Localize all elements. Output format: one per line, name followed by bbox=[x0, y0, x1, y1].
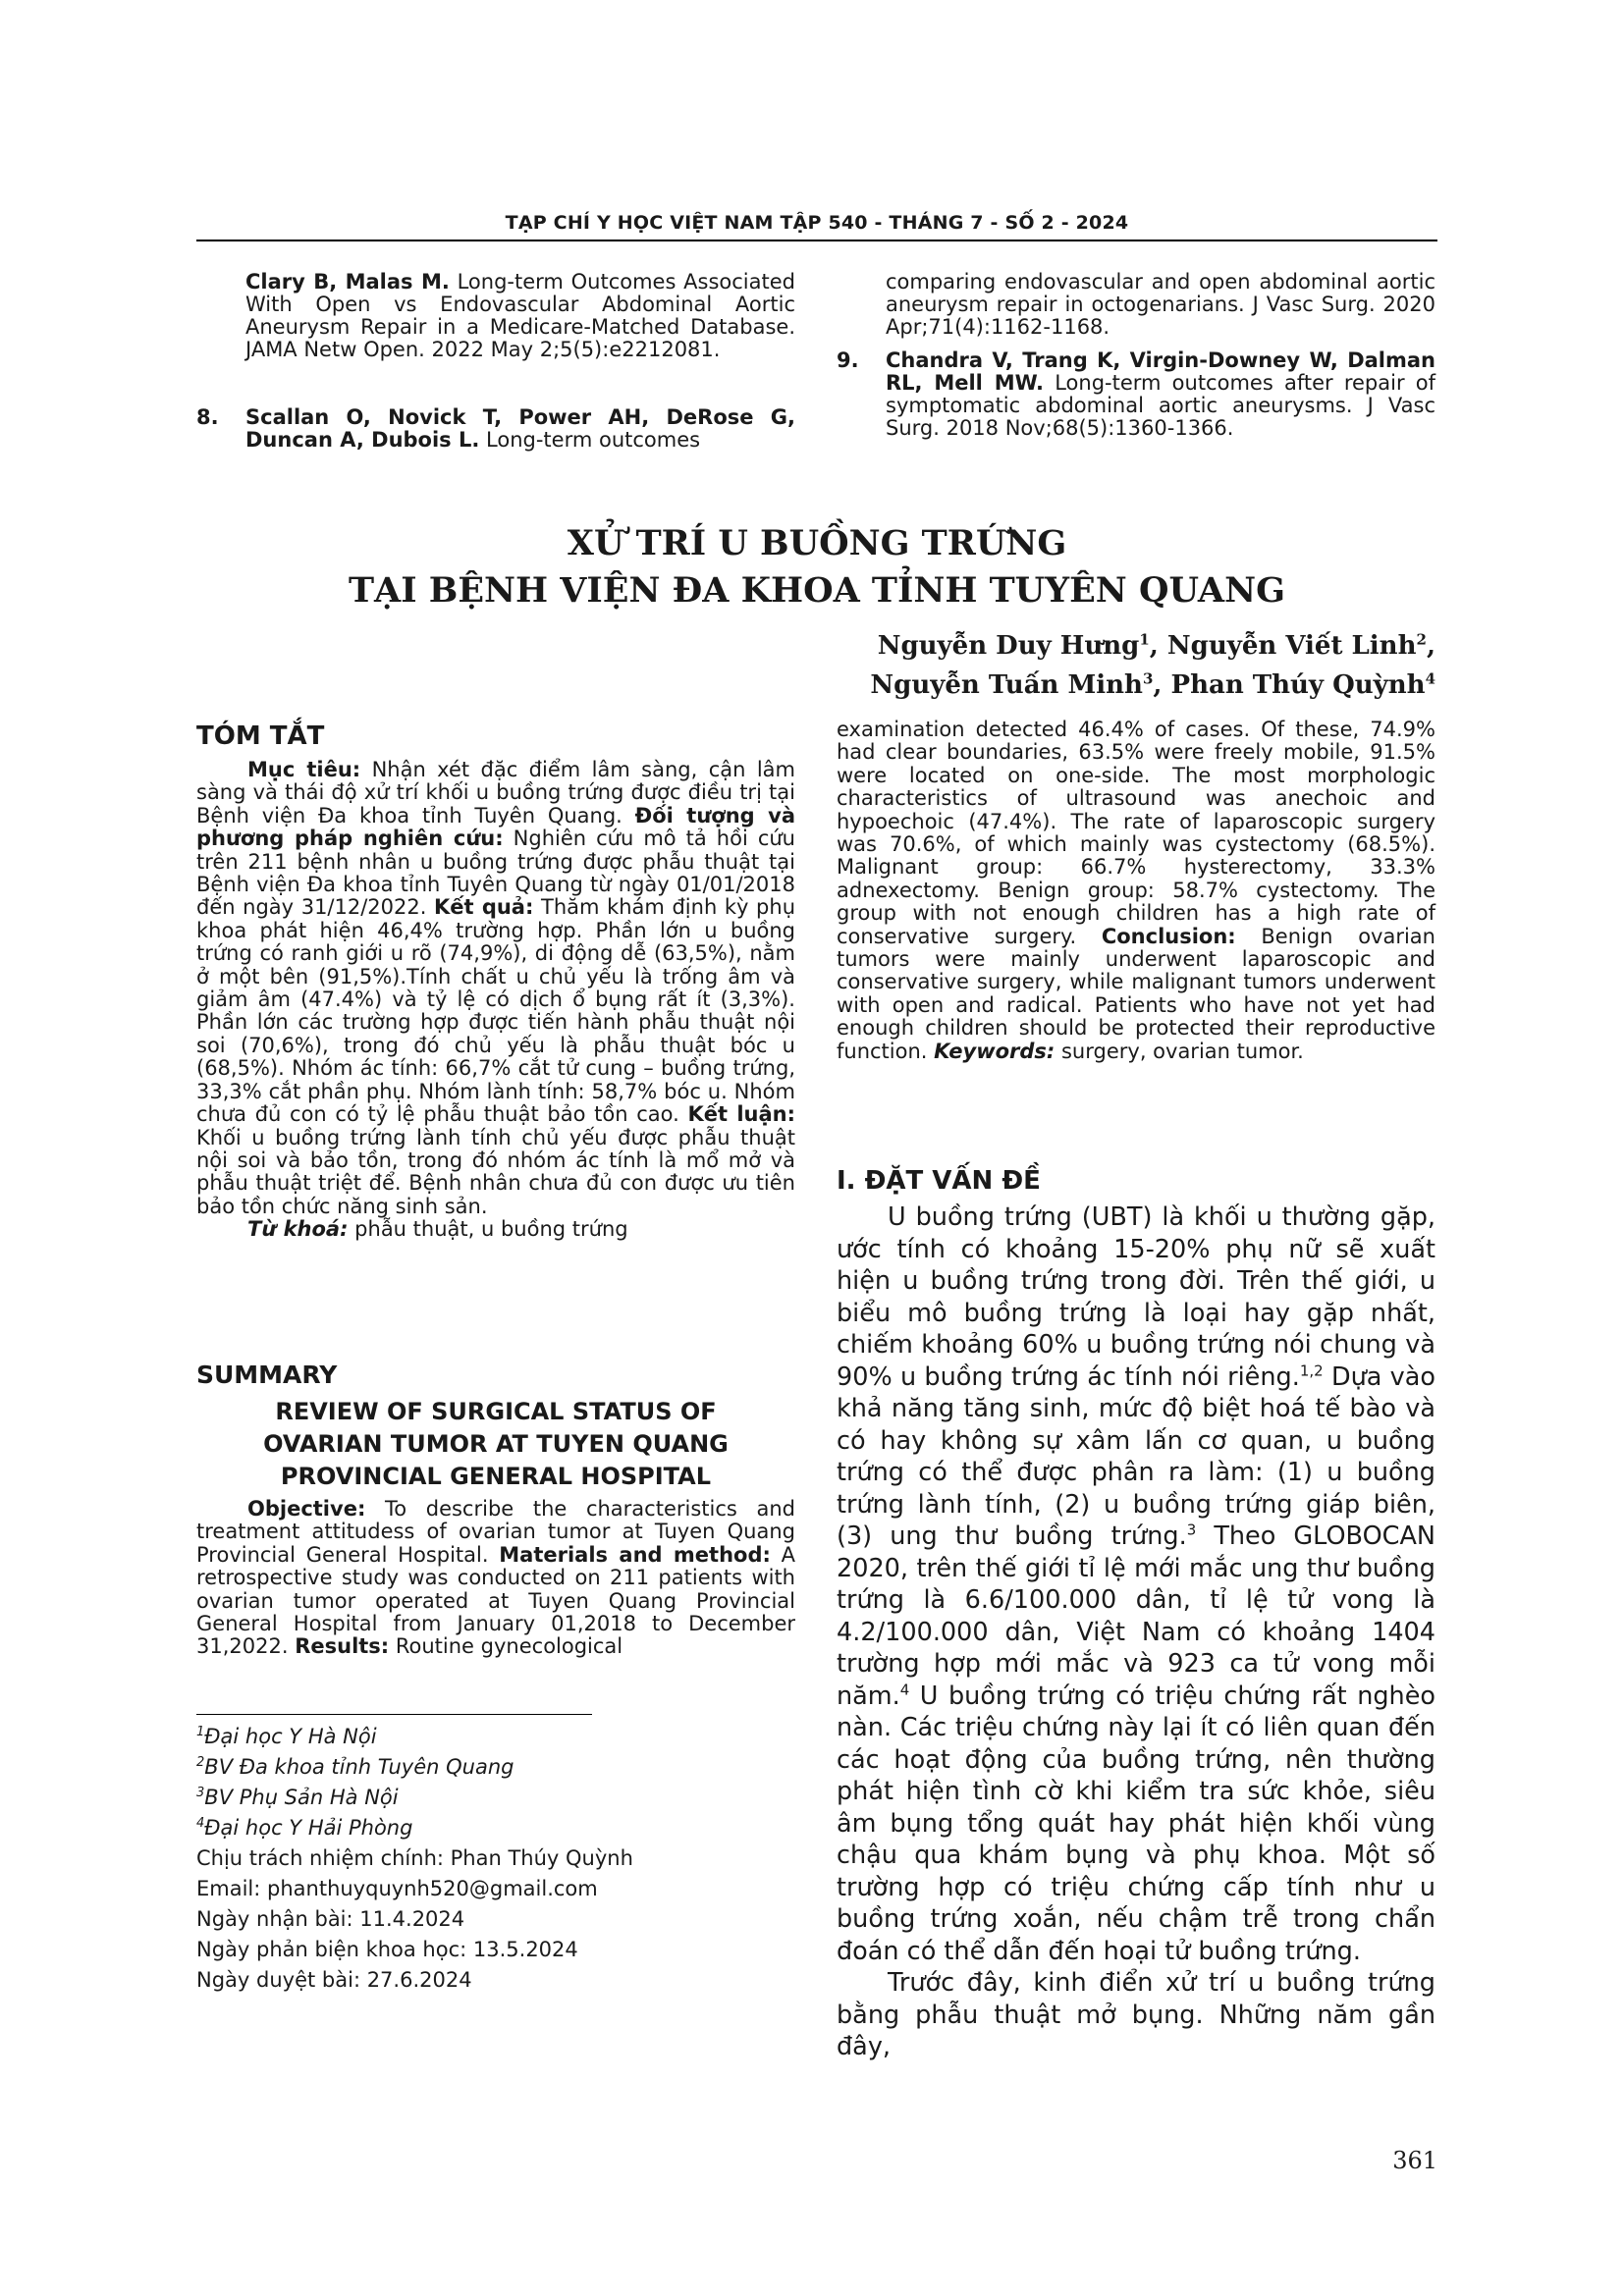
date-received: Ngày nhận bài: 11.4.2024 bbox=[196, 1907, 465, 1931]
citation-mark: 4 bbox=[899, 1681, 910, 1698]
summary-text: Routine gynecological bbox=[389, 1634, 623, 1659]
intro-text: Theo GLOBOCAN 2020, trên thế giới tỉ lệ mới mắc ung thư buồng trứng là 6.6/100.000 dân, tỉ lệ tử vong là 4.2/100.000 dân, Việt Nam có khoảng 1404 trường hợp mới mắc và 923 ca tử vong mỗi năm. bbox=[837, 1522, 1435, 1711]
label-method-vi: Đối tượng và phương pháp nghiên cứu: bbox=[196, 803, 795, 851]
affiliation-4 bbox=[196, 1813, 633, 1843]
intro-text: Dựa vào khả năng tăng sinh, mức độ biệt hoá tế bào và có hay không sự xâm lấn cơ quan, u buồng trứng có thể được phân ra làm: (1) u buồng trứng lành tính, (2) u buồng trứng giáp biên, (3) ung thư buồng trứng. bbox=[837, 1362, 1436, 1551]
affiliation-mark: 2 bbox=[196, 1755, 205, 1770]
ref-authors: Clary B, Malas M. bbox=[245, 270, 450, 294]
author-affiliation-mark: 3 bbox=[1142, 669, 1154, 688]
summary-text: examination detected 46.4% of cases. Of these, 74.9% had clear boundaries, 63.5% were freely mobile, 91.5% were located on one-side. The most morphologic characteristics of ultrasound was anechoic and hypoechoic (47.4%). The rate of laparoscopic surgery was 70.6%, of which mainly was cystectomy (68.5%). Malignant group: 66.7% hysterectomy, 33.3% adnexectomy. Benign group: 58.7% cystectomy. The group with not enough children has a high rate of conservative surgery. bbox=[837, 718, 1435, 948]
reference-7-continued bbox=[196, 271, 795, 361]
author-list bbox=[552, 626, 1435, 705]
label-conclusion-vi: Kết luận: bbox=[687, 1102, 795, 1127]
summary-text: To describe the characteristics and treatment attitudess of ovarian tumor at Tuyen Quang Provincial General Hospital. bbox=[196, 1497, 795, 1567]
summary-title-line: REVIEW OF SURGICAL STATUS OF bbox=[275, 1398, 717, 1425]
abstract-vi-text: Nghiên cứu mô tả hồi cứu trên 211 bệnh nhân u buồng trứng được phẫu thuật tại Bệnh viện Đa khoa tỉnh Tuyên Quang từ ngày 01/01/2018 đến ngày 31/12/2022. bbox=[196, 827, 795, 920]
intro-body bbox=[837, 1201, 1435, 2063]
label-objective: Objective: bbox=[247, 1497, 366, 1521]
author-affiliation-mark: 4 bbox=[1425, 669, 1435, 688]
intro-heading: I. ĐẶT VẤN ĐỀ bbox=[837, 1166, 1041, 1196]
intro-text: U buồng trứng (UBT) là khối u thường gặp, ước tính có khoảng 15-20% phụ nữ sẽ xuất hiện u buồng trứng trong đời. Trên thế giới, u biểu mô buồng trứng là loại hay gặp nhất, chiếm khoảng 60% u buồng trứng nói chung và 90% u buồng trứng ác tính nói riêng. bbox=[837, 1202, 1435, 1392]
affiliation-mark: 4 bbox=[196, 1816, 205, 1831]
affiliation-text: BV Phụ Sản Hà Nội bbox=[204, 1786, 399, 1809]
header-rule bbox=[196, 240, 1437, 241]
affiliation-text: Đại học Y Hải Phòng bbox=[204, 1816, 413, 1840]
author-name: Nguyễn Viết Linh bbox=[1166, 631, 1417, 661]
ref-text: Long-term Outcomes Associated With Open vs Endovascular Abdominal Aortic Aneurysm Repair in a Medicare-Matched Database. JAMA Netw Open. 2022 May 2;5(5):e2212081. bbox=[245, 270, 795, 361]
footnotes bbox=[196, 1722, 633, 1996]
corresponding-author: Chịu trách nhiệm chính: Phan Thúy Quỳnh bbox=[196, 1846, 633, 1870]
author-separator: , bbox=[1149, 631, 1167, 661]
citation-mark: 1,2 bbox=[1299, 1362, 1324, 1379]
ref-authors: Chandra V, Trang K, Virgin-Downey W, Dalman RL, Mell MW. bbox=[886, 348, 1435, 395]
author-name: Phan Thúy Quỳnh bbox=[1170, 670, 1426, 700]
ref-number: 8. bbox=[196, 405, 219, 429]
affiliation-2 bbox=[196, 1752, 633, 1783]
label-keywords: Keywords: bbox=[934, 1039, 1056, 1063]
author-name: Nguyễn Tuấn Minh bbox=[870, 670, 1143, 700]
affiliation-3 bbox=[196, 1783, 633, 1813]
intro-text: U buồng trứng có triệu chứng rất nghèo nàn. Các triệu chứng này lại ít có liên quan đến các hoạt động của buồng trứng, nên thường phát hiện tình cờ khi kiểm tra sức khỏe, siêu âm bụng tổng quát hay phát hiện khối vùng chậu qua khám bụng và phụ khoa. Một số trường hợp có triệu chứng cấp tính như u buồng trứng xoắn, nếu chậm trễ trong chẩn đoán có thể dẫn đến hoại tử buồng trứng. bbox=[837, 1681, 1435, 1966]
summary-text: A retrospective study was conducted on 211 patients with ovarian tumor operated at Tuyen Quang Provincial General Hospital from January 01,2018 to December 31,2022. bbox=[196, 1542, 795, 1659]
summary-body-left bbox=[196, 1498, 795, 1659]
page-number: 361 bbox=[1392, 2147, 1437, 2174]
summary-title-line: PROVINCIAL GENERAL HOSPITAL bbox=[280, 1463, 712, 1490]
footnote-rule bbox=[196, 1714, 592, 1715]
author-separator: , bbox=[1153, 670, 1171, 700]
abstract-vi-text: Khối u buồng trứng lành tính chủ yếu được phẫu thuật nội soi và bảo tồn, trong đó nhóm ác tính là mổ mở và phẫu thuật triệt để. Bệnh nhân chưa đủ con được ưu tiên bảo tồn chức năng sinh sản. bbox=[196, 1125, 795, 1218]
abstract-vi-text: Nhận xét đặc điểm lâm sàng, cận lâm sàng và thái độ xử trí khối u buồng trứng được điều trị tại Bệnh viện Đa khoa tỉnh Tuyên Quang. bbox=[196, 758, 795, 828]
journal-header: TẠP CHÍ Y HỌC VIỆT NAM TẬP 540 - THÁNG 7 - SỐ 2 - 2024 bbox=[505, 212, 1129, 234]
abstract-vi-body bbox=[196, 759, 795, 1242]
article-title-line-2: TẠI BỆNH VIỆN ĐA KHOA TỈNH TUYÊN QUANG bbox=[349, 570, 1285, 611]
article-title bbox=[196, 520, 1437, 614]
abstract-vi-text: Thăm khám định kỳ phụ khoa phát hiện 46,4% trường hợp. Phần lớn u buồng trứng có ranh giới u rõ (74,9%), di động dễ (63,5%), nằm ở một bên (91,5%).Tính chất u chủ yếu là trống âm và giảm âm (47.4%) và tỷ lệ có dịch ổ bụng rất ít (3,3%). Phần lớn các trường hợp được tiến hành phẫu thuật nội soi (70,6%), trong đó chủ yếu là phẫu thuật bóc u (68,5%). Nhóm ác tính: 66,7% cắt tử cung – buồng trứng, 33,3% cắt phần phụ. Nhóm lành tính: 58,7% bóc u. Nhóm chưa đủ con có tỷ lệ phẫu thuật bảo tồn cao. bbox=[196, 895, 795, 1127]
affiliation-1 bbox=[196, 1722, 633, 1752]
label-materials: Materials and method: bbox=[499, 1542, 771, 1567]
ref-text: comparing endovascular and open abdominal aortic aneurysm repair in octogenarians. J Vasc Surg. 2020 Apr;71(4):1162-1168. bbox=[886, 270, 1435, 339]
author-affiliation-mark: 1 bbox=[1139, 630, 1150, 649]
ref-text: Long-term outcomes after repair of symptomatic abdominal aortic aneurysms. J Vasc Surg. 2018 Nov;68(5):1360-1366. bbox=[886, 371, 1435, 440]
summary-title-line: OVARIAN TUMOR AT TUYEN QUANG bbox=[263, 1430, 729, 1458]
ref-number: 9. bbox=[837, 348, 859, 372]
author-email: Email: phanthuyquynh520@gmail.com bbox=[196, 1877, 598, 1900]
summary-title bbox=[196, 1396, 795, 1493]
label-results: Results: bbox=[295, 1634, 390, 1659]
affiliation-mark: 3 bbox=[196, 1786, 205, 1800]
label-objective-vi: Mục tiêu: bbox=[247, 758, 361, 781]
summary-body-right bbox=[837, 719, 1435, 1063]
article-title-line-1: XỬ TRÍ U BUỒNG TRỨNG bbox=[567, 523, 1067, 563]
date-reviewed: Ngày phản biện khoa học: 13.5.2024 bbox=[196, 1938, 578, 1961]
intro-text: Trước đây, kinh điển xử trí u buồng trứng bằng phẫu thuật mở bụng. Những năm gần đây, bbox=[837, 1968, 1435, 2061]
author-affiliation-mark: 2 bbox=[1416, 630, 1427, 649]
citation-mark: 3 bbox=[1186, 1521, 1197, 1539]
reference-9 bbox=[837, 349, 1435, 440]
label-conclusion: Conclusion: bbox=[1101, 924, 1236, 948]
summary-heading: SUMMARY bbox=[196, 1361, 338, 1389]
reference-8-continued bbox=[837, 271, 1435, 339]
author-separator: , bbox=[1426, 631, 1435, 661]
abstract-vi-heading: TÓM TẮT bbox=[196, 721, 325, 751]
date-accepted: Ngày duyệt bài: 27.6.2024 bbox=[196, 1968, 472, 1992]
keywords-text: surgery, ovarian tumor. bbox=[1055, 1039, 1304, 1063]
label-results-vi: Kết quả: bbox=[434, 895, 534, 920]
affiliation-mark: 1 bbox=[196, 1725, 205, 1739]
keywords-vi-text: phẫu thuật, u buồng trứng bbox=[348, 1217, 628, 1242]
label-keywords-vi: Từ khoá: bbox=[247, 1217, 349, 1242]
ref-text: Long-term outcomes bbox=[479, 428, 701, 452]
affiliation-text: Đại học Y Hà Nội bbox=[204, 1725, 377, 1748]
author-name: Nguyễn Duy Hưng bbox=[877, 631, 1140, 661]
affiliation-text: BV Đa khoa tỉnh Tuyên Quang bbox=[204, 1755, 514, 1779]
summary-text: Benign ovarian tumors were mainly underwent laparoscopic and conservative surgery, while malignant tumors underwent with open and radical. Patients who have not yet had enough children should be protected their reproductive function. bbox=[837, 924, 1435, 1063]
reference-8 bbox=[196, 406, 795, 452]
ref-authors: Scallan O, Novick T, Power AH, DeRose G, Duncan A, Dubois L. bbox=[245, 405, 795, 452]
